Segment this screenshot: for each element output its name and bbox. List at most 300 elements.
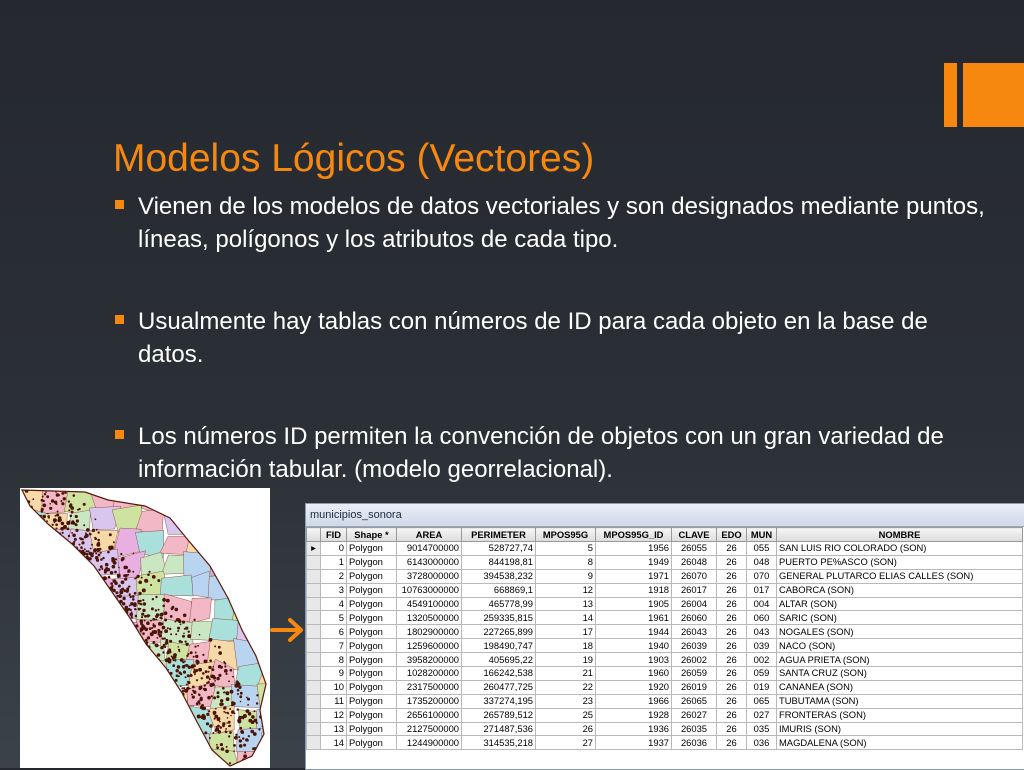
locality-point xyxy=(48,543,50,545)
table-cell: 10763000000 xyxy=(397,583,462,597)
locality-point xyxy=(216,746,219,749)
locality-point xyxy=(219,721,221,723)
table-cell: 4549100000 xyxy=(397,597,462,611)
locality-point xyxy=(248,735,250,737)
locality-point xyxy=(216,744,218,746)
locality-point xyxy=(113,624,115,626)
locality-point xyxy=(237,689,240,692)
municipality-polygon xyxy=(42,555,73,574)
table-cell: 26039 xyxy=(672,639,717,653)
decorative-bar-thin xyxy=(944,63,957,127)
municipality-polygon xyxy=(64,704,98,730)
table-row[interactable] xyxy=(307,597,1023,611)
locality-point xyxy=(90,548,92,550)
locality-point xyxy=(84,536,87,539)
locality-point xyxy=(228,735,230,737)
locality-point xyxy=(29,518,32,521)
locality-point xyxy=(61,502,64,505)
row-selector[interactable] xyxy=(307,680,321,694)
table-cell: 26035 xyxy=(672,722,717,736)
locality-point xyxy=(139,637,141,639)
locality-point xyxy=(151,682,154,685)
locality-point xyxy=(85,602,89,606)
table-cell: 3 xyxy=(321,583,347,597)
row-selector[interactable] xyxy=(307,653,321,667)
locality-point xyxy=(173,697,177,701)
municipality-polygon xyxy=(44,646,73,669)
locality-point xyxy=(205,670,208,673)
locality-point xyxy=(177,627,180,630)
locality-point xyxy=(99,548,102,551)
column-header[interactable]: AREA xyxy=(397,528,462,542)
locality-point xyxy=(155,596,157,598)
locality-point xyxy=(209,638,213,642)
locality-point xyxy=(44,526,46,528)
table-cell: 9014700000 xyxy=(397,542,462,556)
locality-point xyxy=(110,571,114,575)
table-row[interactable] xyxy=(307,653,1023,667)
table-cell: Polygon xyxy=(347,708,397,722)
table-row[interactable] xyxy=(307,583,1023,597)
municipality-polygon xyxy=(20,600,44,621)
municipality-polygon xyxy=(42,571,70,599)
column-header[interactable]: FID xyxy=(321,528,347,542)
locality-point xyxy=(96,578,98,580)
locality-point xyxy=(75,529,78,532)
locality-point xyxy=(47,560,49,562)
locality-point xyxy=(226,746,228,748)
locality-point xyxy=(75,571,77,573)
locality-point xyxy=(162,598,166,602)
table-cell: Polygon xyxy=(347,597,397,611)
locality-point xyxy=(204,660,208,664)
locality-point xyxy=(122,597,125,600)
locality-point xyxy=(219,726,222,729)
locality-point xyxy=(225,691,229,695)
column-header[interactable]: MPOS95G xyxy=(536,528,596,542)
locality-point xyxy=(144,615,147,618)
table-cell: Polygon xyxy=(347,555,397,569)
locality-point xyxy=(230,669,233,672)
locality-point xyxy=(171,607,174,610)
table-cell: 039 xyxy=(747,639,777,653)
locality-point xyxy=(228,721,231,724)
column-header[interactable]: Shape * xyxy=(347,528,397,542)
table-cell: 26 xyxy=(536,722,596,736)
locality-point xyxy=(87,550,89,552)
municipality-polygon xyxy=(231,488,261,514)
municipality-polygon xyxy=(141,683,168,712)
locality-point xyxy=(115,591,118,594)
locality-point xyxy=(76,552,78,554)
locality-point xyxy=(173,659,175,661)
locality-point xyxy=(202,672,205,675)
table-cell: 1949 xyxy=(596,555,672,569)
locality-point xyxy=(81,541,84,544)
locality-point xyxy=(155,609,157,611)
table-cell: 260477,725 xyxy=(462,680,536,694)
row-selector[interactable] xyxy=(307,625,321,639)
locality-point xyxy=(210,667,212,669)
locality-point xyxy=(189,688,191,690)
locality-point xyxy=(247,740,249,742)
municipality-polygon xyxy=(20,664,51,692)
table-cell: 002 xyxy=(747,653,777,667)
locality-point xyxy=(201,715,205,719)
column-header[interactable]: EDO xyxy=(717,528,747,542)
locality-point xyxy=(118,585,121,588)
locality-point xyxy=(77,571,81,575)
locality-point xyxy=(211,695,213,697)
locality-point xyxy=(131,635,133,637)
locality-point xyxy=(109,632,112,635)
locality-point xyxy=(166,652,169,655)
locality-point xyxy=(100,552,102,554)
locality-point xyxy=(87,594,90,597)
locality-point xyxy=(164,611,168,615)
locality-point xyxy=(161,693,165,697)
locality-point xyxy=(146,650,148,652)
locality-point xyxy=(237,708,239,710)
locality-point xyxy=(194,669,196,671)
locality-point xyxy=(57,511,59,513)
locality-point xyxy=(152,598,154,600)
locality-point xyxy=(46,549,50,553)
locality-point xyxy=(186,717,189,720)
locality-point xyxy=(148,615,150,617)
locality-point xyxy=(227,717,229,719)
municipality-polygon xyxy=(258,554,270,578)
locality-point xyxy=(174,659,176,661)
locality-point xyxy=(232,676,234,678)
locality-point xyxy=(243,744,246,747)
table-cell: 1944 xyxy=(596,625,672,639)
table-cell: 26 xyxy=(717,639,747,653)
locality-point xyxy=(224,669,228,673)
table-cell: 26 xyxy=(717,653,747,667)
table-row[interactable] xyxy=(307,680,1023,694)
row-selector[interactable] xyxy=(307,708,321,722)
locality-point xyxy=(55,523,58,526)
locality-point xyxy=(93,597,95,599)
locality-point xyxy=(230,690,234,694)
table-cell: 059 xyxy=(747,667,777,681)
locality-point xyxy=(91,544,93,546)
locality-point xyxy=(179,671,182,674)
locality-point xyxy=(252,731,254,733)
table-row[interactable] xyxy=(307,736,1023,750)
locality-point xyxy=(181,687,183,689)
locality-point xyxy=(157,653,161,657)
locality-point xyxy=(87,575,91,579)
table-cell: 8 xyxy=(321,653,347,667)
table-cell: 1320500000 xyxy=(397,611,462,625)
table-cell: NOGALES (SON) xyxy=(777,625,1023,639)
locality-point xyxy=(117,612,120,615)
locality-point xyxy=(161,665,163,667)
table-cell: 337274,195 xyxy=(462,694,536,708)
locality-point xyxy=(142,667,145,670)
table-row[interactable] xyxy=(307,708,1023,722)
locality-point xyxy=(128,585,130,587)
locality-point xyxy=(33,528,35,530)
municipality-polygon xyxy=(65,684,91,708)
table-cell: 26060 xyxy=(672,611,717,625)
municipality-polygon xyxy=(160,619,193,646)
locality-point xyxy=(220,743,223,746)
locality-point xyxy=(107,551,110,554)
table-cell: 13 xyxy=(321,722,347,736)
locality-point xyxy=(233,750,235,752)
locality-point xyxy=(95,617,97,619)
locality-point xyxy=(150,632,154,636)
locality-point xyxy=(91,586,94,589)
locality-point xyxy=(33,514,35,516)
locality-point xyxy=(255,750,259,754)
locality-point xyxy=(160,613,164,617)
locality-point xyxy=(155,618,157,620)
locality-point xyxy=(142,652,144,654)
locality-point xyxy=(185,676,187,678)
table-cell: 26 xyxy=(717,542,747,556)
row-selector[interactable] xyxy=(307,667,321,681)
table-cell: Polygon xyxy=(347,694,397,708)
row-selector[interactable] xyxy=(307,555,321,569)
locality-point xyxy=(146,663,148,665)
locality-point xyxy=(218,665,222,669)
municipality-polygon xyxy=(235,506,266,537)
table-row[interactable] xyxy=(307,625,1023,639)
table-cell: 26070 xyxy=(672,569,717,583)
locality-point xyxy=(101,586,104,589)
locality-point xyxy=(256,702,258,704)
locality-point xyxy=(153,630,157,634)
locality-point xyxy=(178,649,180,651)
locality-point xyxy=(218,717,220,719)
locality-point xyxy=(87,564,90,567)
locality-point xyxy=(126,587,129,590)
table-cell: 265789,512 xyxy=(462,708,536,722)
municipality-polygon xyxy=(184,510,218,539)
locality-point xyxy=(51,499,54,502)
column-header[interactable]: MUN xyxy=(747,528,777,542)
locality-point xyxy=(62,532,64,534)
table-cell: 844198,81 xyxy=(462,555,536,569)
attribute-table xyxy=(306,527,1023,750)
locality-point xyxy=(268,710,270,714)
bullet-item xyxy=(115,190,995,256)
locality-point xyxy=(154,662,158,666)
table-row[interactable] xyxy=(307,569,1023,583)
table-cell: 036 xyxy=(747,736,777,750)
locality-point xyxy=(88,578,90,580)
locality-point xyxy=(23,520,25,522)
locality-point xyxy=(26,524,30,528)
locality-point xyxy=(144,620,146,622)
locality-point xyxy=(176,669,179,672)
locality-point xyxy=(70,505,72,507)
locality-point xyxy=(150,584,152,586)
locality-point xyxy=(157,579,160,582)
row-selector[interactable] xyxy=(307,694,321,708)
table-row[interactable] xyxy=(307,555,1023,569)
municipality-polygon xyxy=(208,550,236,576)
locality-point xyxy=(172,689,174,691)
municipality-polygon xyxy=(162,505,191,534)
locality-point xyxy=(229,708,231,710)
locality-point xyxy=(239,695,242,698)
locality-point xyxy=(213,711,217,715)
municipality-polygon xyxy=(189,598,211,624)
locality-point xyxy=(20,502,21,506)
locality-point xyxy=(45,546,47,548)
table-cell: 465778,99 xyxy=(462,597,536,611)
locality-point xyxy=(201,699,203,701)
locality-point xyxy=(113,600,115,602)
table-row[interactable] xyxy=(307,694,1023,708)
municipality-polygon xyxy=(185,488,217,514)
table-row[interactable] xyxy=(307,611,1023,625)
table-row[interactable] xyxy=(307,542,1023,556)
locality-point xyxy=(176,674,179,677)
locality-point xyxy=(103,589,107,593)
locality-point xyxy=(151,607,154,610)
locality-point xyxy=(118,641,120,643)
table-cell: 1936 xyxy=(596,722,672,736)
locality-point xyxy=(99,614,102,617)
locality-point xyxy=(110,582,113,585)
row-selector[interactable] xyxy=(307,722,321,736)
locality-point xyxy=(68,587,71,590)
table-row[interactable] xyxy=(307,639,1023,653)
table-cell: 048 xyxy=(747,555,777,569)
locality-point xyxy=(68,552,72,556)
locality-point xyxy=(193,656,195,658)
locality-point xyxy=(96,548,99,551)
locality-point xyxy=(38,488,40,489)
row-selector[interactable] xyxy=(307,639,321,653)
row-selector[interactable] xyxy=(307,611,321,625)
table-cell: NACO (SON) xyxy=(777,639,1023,653)
locality-point xyxy=(68,548,71,551)
locality-point xyxy=(138,655,142,659)
locality-point xyxy=(222,722,225,725)
table-cell: 27 xyxy=(536,736,596,750)
locality-point xyxy=(214,680,216,682)
locality-point xyxy=(156,644,159,647)
row-selector[interactable] xyxy=(307,597,321,611)
column-header[interactable]: NOMBRE xyxy=(777,528,1023,542)
locality-point xyxy=(59,494,61,496)
municipality-polygon xyxy=(43,529,73,557)
locality-point xyxy=(225,712,227,714)
locality-point xyxy=(75,554,78,557)
table-cell: 027 xyxy=(747,708,777,722)
municipality-polygon xyxy=(47,593,74,627)
table-cell: 7 xyxy=(321,639,347,653)
locality-point xyxy=(108,597,110,599)
column-header[interactable]: CLAVE xyxy=(672,528,717,542)
table-cell: 070 xyxy=(747,569,777,583)
locality-point xyxy=(199,687,202,690)
locality-point xyxy=(20,502,22,504)
row-selector-header[interactable] xyxy=(307,528,321,542)
locality-point xyxy=(199,634,201,636)
locality-point xyxy=(32,498,34,500)
municipality-polygon xyxy=(215,533,236,558)
table-cell: Polygon xyxy=(347,569,397,583)
row-selector[interactable]: ▸ xyxy=(307,542,321,556)
locality-point xyxy=(42,496,44,498)
locality-point xyxy=(102,606,104,608)
locality-point xyxy=(39,536,42,539)
row-selector[interactable] xyxy=(307,583,321,597)
locality-point xyxy=(105,563,109,567)
table-cell: 2317500000 xyxy=(397,680,462,694)
locality-point xyxy=(194,646,196,648)
municipality-polygon xyxy=(92,599,123,621)
column-header[interactable]: MPOS95G_ID xyxy=(596,528,672,542)
locality-point xyxy=(174,687,176,689)
locality-point xyxy=(211,668,214,671)
locality-point xyxy=(42,531,45,534)
locality-point xyxy=(103,557,105,559)
table-cell: FRONTERAS (SON) xyxy=(777,708,1023,722)
table-cell: 1802900000 xyxy=(397,625,462,639)
locality-point xyxy=(74,538,77,541)
locality-point xyxy=(100,595,102,597)
locality-point xyxy=(90,554,93,557)
row-selector[interactable] xyxy=(307,736,321,750)
municipality-polygon xyxy=(41,731,69,758)
locality-point xyxy=(244,752,246,754)
locality-point xyxy=(69,555,73,559)
locality-point xyxy=(89,533,92,536)
locality-point xyxy=(129,613,133,617)
locality-point xyxy=(168,648,171,651)
locality-point xyxy=(57,548,60,551)
locality-point xyxy=(209,737,211,739)
locality-point xyxy=(172,664,175,667)
column-header[interactable]: PERIMETER xyxy=(462,528,536,542)
locality-point xyxy=(134,608,136,610)
table-cell: 1259600000 xyxy=(397,639,462,653)
locality-point xyxy=(152,618,155,621)
municipality-polygon xyxy=(256,617,270,647)
map-image xyxy=(20,488,270,768)
table-row[interactable] xyxy=(307,667,1023,681)
table-cell: 26036 xyxy=(672,736,717,750)
locality-point xyxy=(70,562,73,565)
locality-point xyxy=(67,566,69,568)
locality-point xyxy=(101,603,105,607)
row-selector[interactable] xyxy=(307,569,321,583)
locality-point xyxy=(72,522,75,525)
locality-point xyxy=(150,620,152,622)
locality-point xyxy=(140,608,142,610)
locality-point xyxy=(72,534,76,538)
municipality-polygon xyxy=(21,725,49,755)
locality-point xyxy=(131,641,135,645)
locality-point xyxy=(83,574,85,576)
locality-point xyxy=(180,685,182,687)
attribute-table-window xyxy=(305,503,1024,770)
locality-point xyxy=(183,671,186,674)
locality-point xyxy=(108,576,111,579)
locality-point xyxy=(100,565,103,568)
table-row[interactable] xyxy=(307,722,1023,736)
locality-point xyxy=(132,598,135,601)
